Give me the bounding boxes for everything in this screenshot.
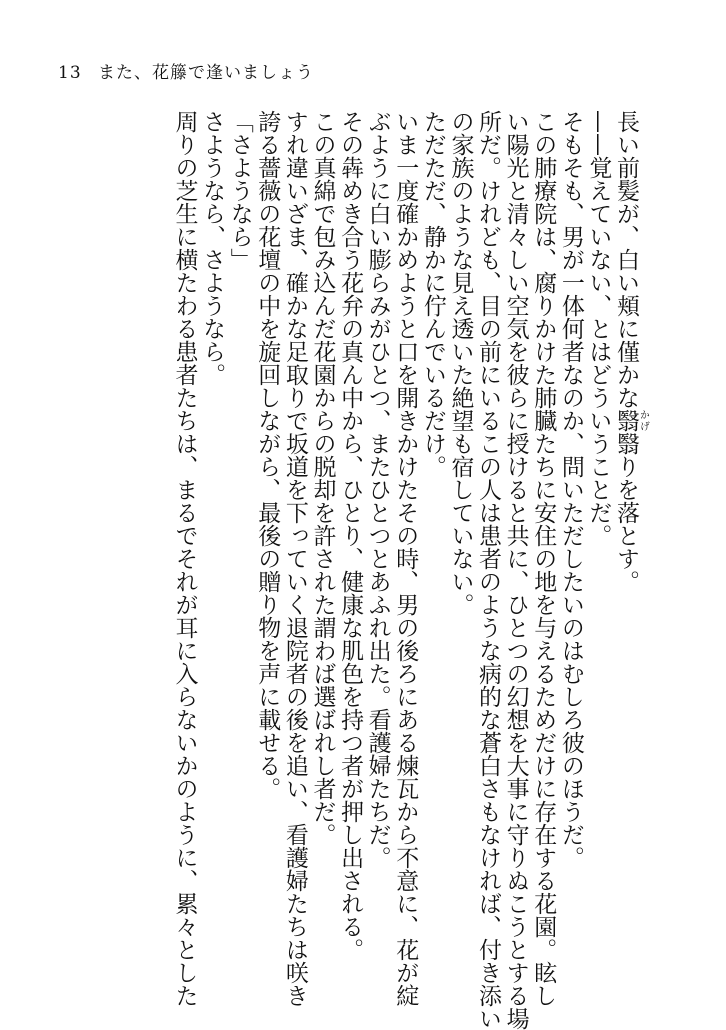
ruby-reading: かげ	[637, 409, 649, 432]
page-number: 13	[58, 63, 82, 83]
text-line	[611, 110, 648, 970]
text-line: その犇めき合う花弁の真ん中から、ひとり、健康な肌色を持つ者が押し出される。	[337, 110, 364, 961]
text-line: 周りの芝生に横たわる患者たちは、まるでそれが耳に入らないかのように、累々とした	[171, 110, 198, 1007]
text-line: 「さようなら」	[226, 110, 253, 271]
text-line: い陽光と清々しい空気を彼らに授けると共に、ひとつの幻想を大事に守りぬこうとする場	[502, 110, 529, 1030]
text-line-segment: 翳りを落とす。	[613, 432, 639, 593]
text-line: さようなら、さようなら。	[199, 110, 226, 386]
ruby-base: 翳	[613, 409, 639, 432]
text-line-segment: 長い前髪が、白い頬に僅かな	[613, 110, 639, 409]
ruby-annotation	[613, 409, 649, 432]
text-line: いま一度確かめようと口を開きかけたその時、男の後ろにある煉瓦から不意に、花が綻	[392, 110, 419, 1007]
chapter-title: また、花籐で逢いましょう	[98, 63, 315, 83]
text-line: ——覚えていない、とはどういうことだ。	[585, 110, 612, 547]
text-line: ただただ、静かに佇んでいるだけ。	[419, 110, 446, 478]
text-line: 所だ。けれども、目の前にいるこの人は患者のような病的な蒼白さもなければ、付き添い	[475, 110, 502, 1030]
vertical-text-body	[48, 110, 649, 1030]
text-line: ぶように白い膨らみがひとつ、またひとつとあふれ出た。看護婦たちだ。	[364, 110, 391, 869]
text-line: の家族のような見え透いた絶望も宿していない。	[447, 110, 474, 616]
text-line: そもそも、男が一体何者なのか、問いただしたいのはむしろ彼のほうだ。	[557, 110, 584, 869]
text-line: 誇る薔薇の花壇の中を旋回しながら、最後の贈り物を声に載せる。	[254, 110, 281, 800]
text-line: この真綿で包み込んだ花園からの脱却を許された謂わば選ばれし者だ。	[309, 110, 336, 846]
text-line: すれ違いざま、確かな足取りで坂道を下っていく退院者の後を追い、看護婦たちは咲き	[281, 110, 308, 1007]
text-line: この肺療院は、腐りかけた肺臓たちに安住の地を与えるためだけに存在する花園。眩し	[530, 110, 557, 1007]
running-header	[58, 58, 314, 83]
